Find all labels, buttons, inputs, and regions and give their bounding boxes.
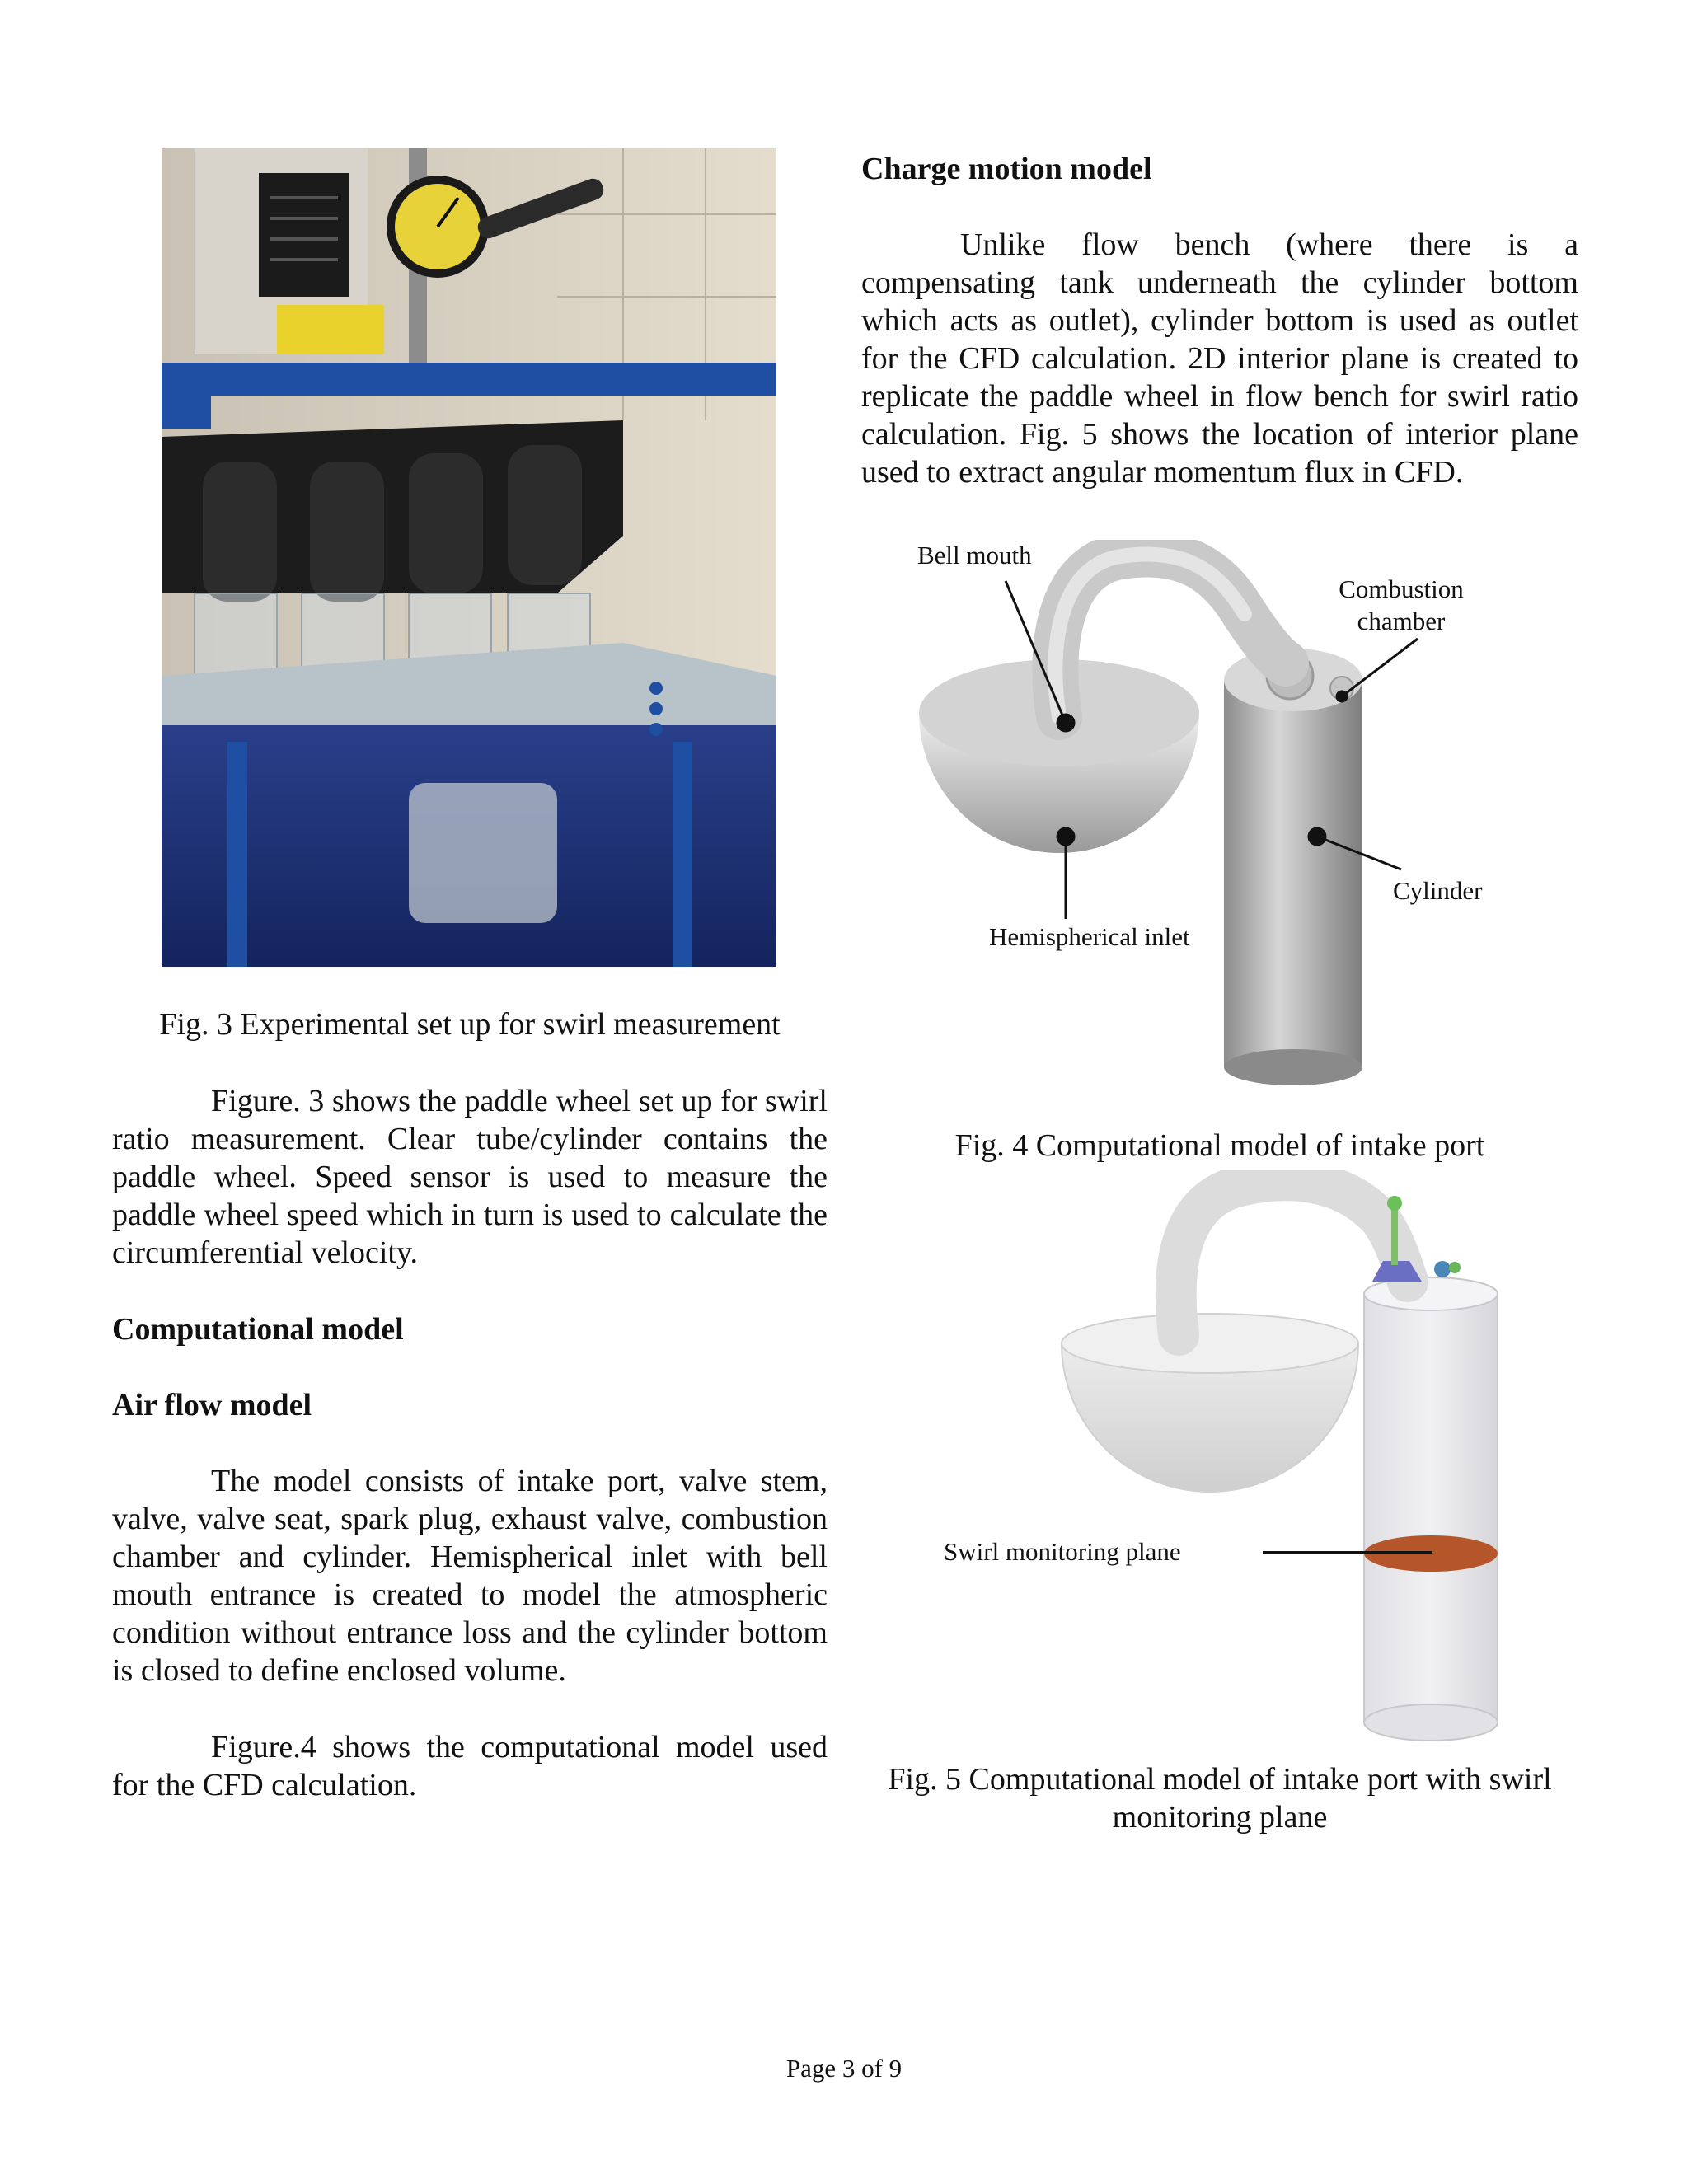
swirl-pointer-line	[1263, 1551, 1432, 1554]
para-model: The model consists of intake port, valve stem, valve, valve seat, spark plug, exhaust valve, combustion chamber and cylinder. Hemispherical inlet with bell mouth entrance is created to model the atmospheric condition without entrance loss and the cylinder bottom is closed to define enclosed volume.	[112, 1464, 828, 1688]
fig5-diagram	[1055, 1170, 1517, 1755]
fig3-caption: Fig. 3 Experimental set up for swirl measurement	[159, 1007, 781, 1042]
fig3-photo	[162, 148, 776, 967]
label-swirl-monitoring-plane: Swirl monitoring plane	[944, 1537, 1181, 1566]
heading-computational-model: Computational model	[112, 1312, 404, 1347]
para-charge: Unlike flow bench (where there is a compensating tank underneath the cylinder bottom which acts as outlet), cylinder bottom is used as outlet for the CFD calculation. 2D interior plane is created to replicate the paddle wheel in flow bench for swirl ratio calculation. Fig. 5 shows the location of interior plane used to extract angular momentum flux in CFD.	[861, 227, 1578, 490]
para-fig4: Figure.4 shows the computational model used for the CFD calculation.	[112, 1730, 828, 1802]
label-combustion-line2: chamber	[1357, 607, 1446, 635]
fig4-caption: Fig. 4 Computational model of intake port	[954, 1128, 1485, 1163]
heading-air-flow-model: Air flow model	[112, 1388, 312, 1422]
fig5-caption-line2: monitoring plane	[1112, 1800, 1328, 1835]
fig5-caption-line1: Fig. 5 Computational model of intake port with swirl	[888, 1762, 1552, 1797]
label-combustion-line1: Combustion	[1339, 574, 1464, 603]
label-bell-mouth: Bell mouth	[917, 541, 1032, 569]
swirl-plane	[1364, 1535, 1498, 1572]
label-hemispherical-inlet: Hemispherical inlet	[989, 922, 1190, 951]
label-cylinder: Cylinder	[1393, 876, 1483, 905]
para-fig3: Figure. 3 shows the paddle wheel set up for swirl ratio measurement. Clear tube/cylinder contains the paddle wheel. Speed sensor is used to measure the paddle wheel speed which in turn is used to calculate the circumferential velocity.	[112, 1084, 828, 1270]
page-number: Page 3 of 9	[785, 2054, 903, 2083]
heading-charge-motion-model: Charge motion model	[861, 152, 1152, 186]
